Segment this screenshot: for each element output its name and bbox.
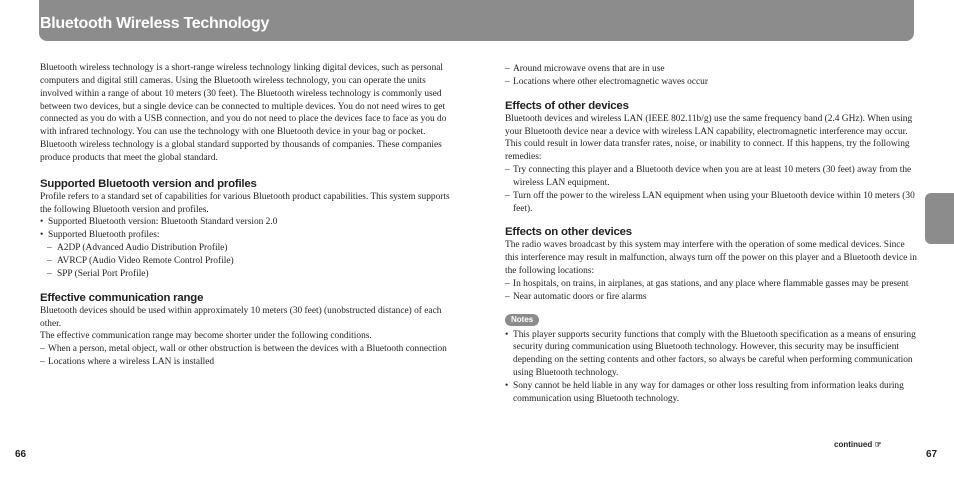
effects-on-body: The radio waves broadcast by this system may interfere with the operation of some medical devices. Since this interference may result in malfunction, always turn off the power on this player and a Bluetooth device in the following locations: bbox=[505, 240, 917, 277]
list-item: • Supported Bluetooth version: Bluetooth Standard version 2.0 bbox=[40, 217, 278, 228]
effects-other-heading: Effects of other devices bbox=[505, 99, 629, 112]
list-item: – Around microwave ovens that are in use bbox=[505, 64, 665, 74]
list-item: – Turn off the power to the wireless LAN equipment when using your Bluetooth device within 10 meters (30 feet). bbox=[505, 190, 915, 214]
profile-item: – A2DP (Advanced Audio Distribution Profile) bbox=[47, 243, 228, 254]
supported-heading: Supported Bluetooth version and profiles bbox=[40, 177, 257, 190]
list-item: – Locations where a wireless LAN is installed bbox=[40, 357, 215, 368]
page-number-left: 66 bbox=[15, 449, 27, 460]
list-item: – Near automatic doors or fire alarms bbox=[505, 291, 647, 302]
bullet-icon: • bbox=[505, 380, 509, 391]
page-number-right: 67 bbox=[926, 449, 938, 460]
intro-paragraph-2: Bluetooth wireless technology is a global standard supported by thousands of companies. These companies produce products that meet the global standard. bbox=[40, 140, 442, 163]
note-item: • This player supports security functions that comply with the Bluetooth specification as a means of ensuring security during communication using Bluetooth technology. However, this security may be insufficient depending on the setting contents and other factors, so always be careful when performing communication using Bluetooth technology. bbox=[505, 329, 916, 379]
effects-on-heading: Effects on other devices bbox=[505, 226, 632, 239]
range-body-2: The effective communication range may become shorter under the following conditions. bbox=[40, 331, 372, 342]
right-column bbox=[505, 63, 920, 406]
list-item: – Try connecting this player and a Bluetooth device when you are at least 10 meters (30 feet) away from the wireless LAN equipment. bbox=[505, 165, 912, 188]
page-title: Bluetooth Wireless Technology bbox=[40, 15, 270, 32]
effects-other-body: Bluetooth devices and wireless LAN (IEEE 802.11b/g) use the same frequency band (2.4 GHz). When using your Bluetooth device near a device with wireless LAN capability, electromagnetic interference may occur. This could result in lower data transfer rates, noise, or inability to connect. If this happens, try the following remedies: bbox=[505, 113, 913, 163]
list-item: • Supported Bluetooth profiles: bbox=[40, 230, 160, 241]
section-tab-label: Others bbox=[917, 233, 927, 261]
pointing-hand-icon: ☞ bbox=[874, 440, 882, 449]
supported-body: Profile refers to a standard set of capabilities for various Bluetooth product capabilities. This system supports the following Bluetooth version and profiles. bbox=[40, 191, 450, 215]
list-item: – When a person, metal object, wall or other obstruction is between the devices with a Bluetooth connection bbox=[40, 344, 447, 355]
title-bar bbox=[39, 0, 914, 41]
range-heading: Effective communication range bbox=[40, 291, 204, 304]
notes-badge: Notes bbox=[505, 314, 539, 326]
continued-label: continued bbox=[834, 440, 873, 449]
range-body-1: Bluetooth devices should be used within approximately 10 meters (30 feet) (unobstructed distance) of each other. bbox=[40, 305, 442, 329]
list-item: – In hospitals, on trains, in airplanes, at gas stations, and any place where flammable gasses may be present bbox=[505, 278, 909, 289]
left-column bbox=[40, 62, 460, 369]
list-item: – Locations where other electromagnetic waves occur bbox=[505, 76, 708, 87]
bullet-icon: • bbox=[505, 329, 509, 340]
note-item: • Sony cannot be held liable in any way for damages or other loss resulting from information leaks during communication using Bluetooth technology. bbox=[505, 380, 904, 404]
bullet-icon: • bbox=[40, 217, 44, 228]
bullet-icon: • bbox=[40, 230, 44, 241]
profile-item: – AVRCP (Audio Video Remote Control Profile) bbox=[47, 255, 234, 266]
profile-item: – SPP (Serial Port Profile) bbox=[47, 268, 149, 279]
section-tab-others bbox=[917, 193, 954, 261]
intro-paragraph-1: Bluetooth wireless technology is a short-range wireless technology linking digital devices, such as personal computers and digital still cameras. Using the Bluetooth wireless technology, you can operate the units involved within a range of about 10 meters (30 feet). The Bluetooth wireless technology is commonly used between two devices, but a single device can be connected to multiple devices. You do not need wires to get connected as you do with a USB connection, and you do not need to place the devices face to face as you do with infrared technology. You can use the technology with one Bluetooth device in your bag or pocket. bbox=[40, 63, 447, 138]
continued-indicator bbox=[834, 440, 882, 449]
